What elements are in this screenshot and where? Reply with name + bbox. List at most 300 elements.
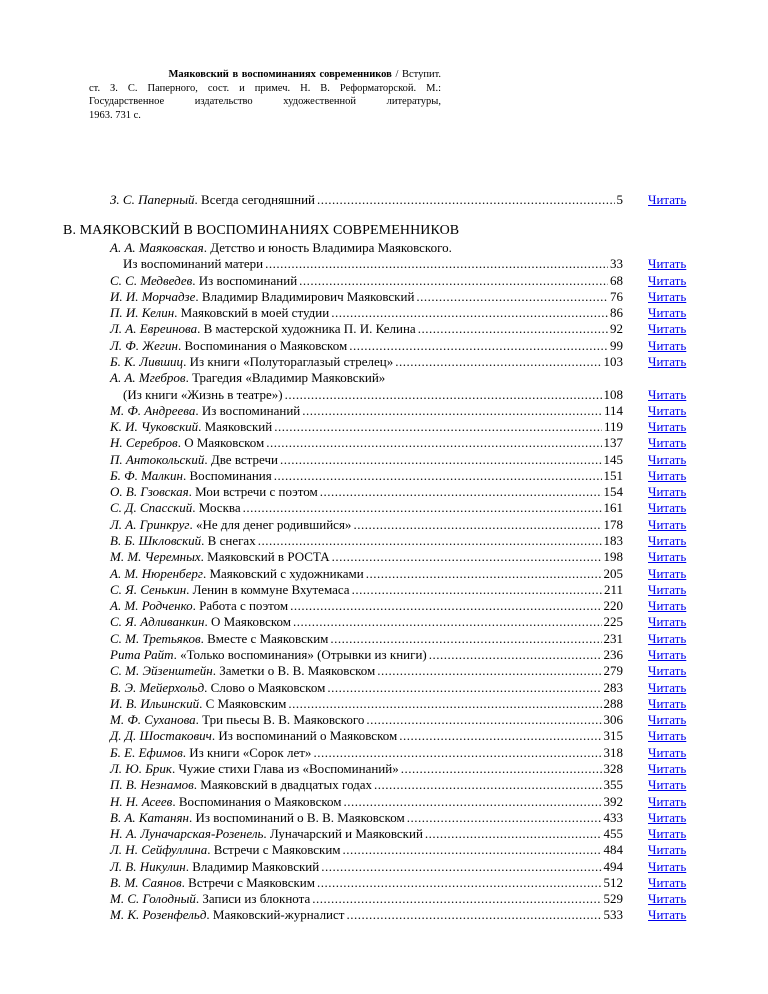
dot-leader xyxy=(312,891,601,907)
toc-entry xyxy=(110,663,623,679)
entry-page: 86 xyxy=(610,305,623,321)
entry-page: 108 xyxy=(603,386,623,402)
entry-page: 76 xyxy=(610,288,623,304)
dot-leader xyxy=(349,338,608,354)
read-link[interactable]: Читать xyxy=(648,777,687,793)
entry-title: . Ленин в коммуне Вхутемаса xyxy=(186,581,350,597)
toc-row xyxy=(0,680,768,696)
entry-title: . Две встречи xyxy=(204,451,278,467)
dot-leader xyxy=(274,468,602,484)
entry-author: Н. А. Луначарская-Розенель xyxy=(110,826,264,842)
toc-entry xyxy=(110,321,623,337)
read-link[interactable]: Читать xyxy=(648,419,687,435)
entry-page: 318 xyxy=(603,744,623,760)
read-link[interactable]: Читать xyxy=(648,321,687,337)
entry-author: С. М. Третьяков xyxy=(110,630,201,646)
entry-author: В. Э. Мейерхольд xyxy=(110,679,205,695)
toc-entry xyxy=(110,370,385,386)
toc-entry xyxy=(110,240,452,256)
toc-entry xyxy=(110,533,623,549)
dot-leader xyxy=(288,696,601,712)
read-link[interactable]: Читать xyxy=(648,728,687,744)
entry-author: М. Ф. Суханова xyxy=(110,712,196,728)
entry-title: . Воспоминания xyxy=(182,467,272,483)
entry-page: 33 xyxy=(610,256,623,272)
toc-entry xyxy=(110,875,623,891)
entry-author: В. А. Катанян xyxy=(110,809,190,825)
entry-page: 484 xyxy=(603,842,623,858)
read-link[interactable]: Читать xyxy=(648,842,687,858)
entry-subtitle: Из воспоминаний матери xyxy=(123,256,264,272)
read-link[interactable]: Читать xyxy=(648,744,687,760)
dot-leader xyxy=(280,452,602,468)
dot-leader xyxy=(327,680,601,696)
toc-entry xyxy=(110,614,623,630)
toc-entry xyxy=(110,305,623,321)
entry-page: 529 xyxy=(603,891,623,907)
dot-leader xyxy=(346,907,601,923)
entry-page: 315 xyxy=(603,728,623,744)
read-link[interactable]: Читать xyxy=(648,695,687,711)
toc-row xyxy=(0,582,768,598)
toc-row xyxy=(0,696,768,712)
toc-entry xyxy=(110,192,623,208)
entry-author: С. С. Медведев xyxy=(110,272,193,288)
entry-author: Л. Ю. Брик xyxy=(110,760,172,776)
read-link[interactable]: Читать xyxy=(648,760,687,776)
bibliographic-description xyxy=(89,68,441,122)
toc-entry-continuation xyxy=(123,256,623,272)
read-link[interactable]: Читать xyxy=(648,565,687,581)
biblio-line-1 xyxy=(89,68,441,82)
dot-leader xyxy=(344,794,602,810)
toc-entry-heading xyxy=(0,240,768,256)
entry-title: . Из воспоминаний о Маяковском xyxy=(211,728,398,744)
entry-author: В. Б. Шкловский xyxy=(110,533,202,549)
read-link[interactable]: Читать xyxy=(648,353,687,369)
read-link[interactable]: Читать xyxy=(648,630,687,646)
toc-entry-heading xyxy=(0,370,768,386)
toc-entry xyxy=(110,582,623,598)
toc-entry xyxy=(110,907,623,923)
entry-author: М. С. Голодный xyxy=(110,891,196,907)
entry-author: О. В. Гзовская xyxy=(110,484,189,500)
read-link[interactable]: Читать xyxy=(648,435,687,451)
toc-row xyxy=(0,761,768,777)
toc-entry xyxy=(110,826,623,842)
entry-author: Д. Д. Шостакович xyxy=(110,728,212,744)
toc-entry-continuation xyxy=(123,387,623,403)
entry-title: . Из воспоминаний о В. В. Маяковском xyxy=(189,809,405,825)
toc-row xyxy=(0,745,768,761)
toc-row xyxy=(0,354,768,370)
toc-row xyxy=(0,907,768,923)
entry-author: Л. Ф. Жегин xyxy=(110,337,178,353)
dot-leader xyxy=(353,517,601,533)
toc-entry xyxy=(110,712,623,728)
toc-entry xyxy=(110,777,623,793)
entry-page: 236 xyxy=(603,647,623,662)
toc-row xyxy=(0,452,768,468)
entry-author: М. К. Розенфельд xyxy=(110,907,207,923)
read-link[interactable]: Читать xyxy=(648,484,687,500)
entry-author: Л. В. Никулин xyxy=(110,858,186,874)
entry-author: И. И. Морчадзе xyxy=(110,288,196,304)
entry-title: . Владимир Владимирович Маяковский xyxy=(195,288,415,304)
entry-title: . Воспоминания о Маяковском xyxy=(177,337,348,353)
toc-row xyxy=(0,517,768,533)
read-link[interactable]: Читать xyxy=(648,288,687,304)
entry-title: . Встречи с Маяковским xyxy=(181,874,315,890)
entry-author: М. Ф. Андреева xyxy=(110,402,196,418)
toc-row xyxy=(0,842,768,858)
toc-row xyxy=(0,631,768,647)
entry-page: 99 xyxy=(610,337,623,353)
dot-leader xyxy=(302,403,602,419)
dot-leader xyxy=(399,728,601,744)
dot-leader xyxy=(343,842,602,858)
entry-page: 68 xyxy=(610,272,623,288)
book-title: Маяковский в воспоминаниях современников xyxy=(168,69,392,80)
read-link[interactable]: Читать xyxy=(648,467,687,483)
read-link[interactable]: Читать xyxy=(648,907,687,923)
dot-leader xyxy=(352,582,602,598)
toc-row xyxy=(0,338,768,354)
toc-entry xyxy=(110,435,623,451)
entry-author: К. И. Чуковский xyxy=(110,419,199,435)
biblio-line-4: 1963. 731 с. xyxy=(89,109,141,121)
entry-title: . Записи из блокнота xyxy=(195,891,311,907)
toc-row xyxy=(0,891,768,907)
dot-leader xyxy=(320,484,602,500)
entry-author: И. В. Ильинский xyxy=(110,695,200,711)
dot-leader xyxy=(401,761,602,777)
entry-title: . Маяковский-журналист xyxy=(206,907,345,923)
entry-page: 288 xyxy=(603,695,623,711)
toc-row xyxy=(0,614,768,630)
entry-title: . Три пьесы В. В. Маяковского xyxy=(195,712,365,728)
entry-page: 145 xyxy=(603,451,623,467)
read-link[interactable]: Читать xyxy=(648,809,687,825)
entry-title: . Из книги «Сорок лет» xyxy=(182,744,312,760)
toc-row xyxy=(0,810,768,826)
dot-leader xyxy=(299,273,608,289)
dot-leader xyxy=(321,859,601,875)
entry-author: П. И. Келин xyxy=(110,305,175,321)
toc-row xyxy=(0,484,768,500)
entry-author: П. В. Незнамов xyxy=(110,777,194,793)
entry-author: В. М. Саянов xyxy=(110,874,182,890)
read-link[interactable]: Читать xyxy=(648,614,687,630)
entry-page: 119 xyxy=(603,419,623,435)
entry-author: А. А. Мгебров xyxy=(110,370,186,386)
entry-author: С. Я. Сенькин xyxy=(110,581,187,597)
dot-leader xyxy=(425,826,602,842)
toc-row xyxy=(0,647,768,663)
entry-author: Б. Е. Ефимов xyxy=(110,744,183,760)
toc-entry xyxy=(110,810,623,826)
entry-author: Н. Н. Асеев xyxy=(110,793,173,809)
entry-title: . В снегах xyxy=(201,533,256,549)
entry-page: 494 xyxy=(603,858,623,874)
toc-row xyxy=(0,794,768,810)
entry-title: . Трагедия «Владимир Маяковский» xyxy=(185,370,386,386)
entry-page: 114 xyxy=(603,402,623,418)
toc-row xyxy=(0,663,768,679)
read-link[interactable]: Читать xyxy=(648,826,687,842)
read-link[interactable]: Читать xyxy=(648,305,687,321)
entry-title: . Луначарский и Маяковский xyxy=(263,826,423,842)
toc-entry xyxy=(110,728,623,744)
entry-page: 205 xyxy=(603,565,623,581)
entry-title: . Воспоминания о Маяковском xyxy=(172,793,342,809)
biblio-line-3: Государственное издательство художественной литературы, xyxy=(89,96,441,107)
entry-page: 231 xyxy=(603,630,623,646)
entry-page: 306 xyxy=(603,712,623,728)
toc-entry xyxy=(110,842,623,858)
biblio-line-1-rest: / Вступит. xyxy=(391,69,442,80)
dot-leader xyxy=(285,387,602,403)
dot-leader xyxy=(418,321,608,337)
entry-title: . Маяковский в РОСТА xyxy=(200,549,330,565)
read-link[interactable]: Читать xyxy=(648,386,687,402)
toc-entry xyxy=(110,419,623,435)
entry-title: . Маяковский с художниками xyxy=(202,565,364,581)
dot-leader xyxy=(317,875,602,891)
biblio-line-2: ст. З. С. Паперного, сост. и примеч. Н. В. Реформаторской. М.: xyxy=(89,82,441,94)
entry-title: . Маяковский в моей студии xyxy=(174,305,330,321)
entry-author: С. Я. Адливанкин xyxy=(110,614,205,630)
toc-entry xyxy=(110,794,623,810)
entry-author: Б. Ф. Малкин xyxy=(110,467,183,483)
toc-row xyxy=(0,598,768,614)
toc-row xyxy=(0,289,768,305)
dot-leader xyxy=(416,289,608,305)
read-link[interactable]: Читать xyxy=(648,516,687,532)
entry-author: Л. А. Евреинова xyxy=(110,321,198,337)
entry-page: 183 xyxy=(603,533,623,549)
entry-title: . Маяковский в двадцатых годах xyxy=(193,777,372,793)
entry-page: 328 xyxy=(603,760,623,776)
read-link[interactable]: Читать xyxy=(648,549,687,565)
entry-subtitle: (Из книги «Жизнь в театре») xyxy=(123,386,283,402)
entry-title: . Из воспоминаний xyxy=(192,272,298,288)
toc-row xyxy=(0,273,768,289)
dot-leader xyxy=(290,598,601,614)
read-link[interactable]: Читать xyxy=(648,793,687,809)
entry-page: 161 xyxy=(603,500,623,516)
read-link[interactable]: Читать xyxy=(648,533,687,549)
toc-row xyxy=(0,533,768,549)
entry-title: . Чужие стихи Глава из «Воспоминаний» xyxy=(171,760,399,776)
toc-entry xyxy=(110,696,623,712)
toc-entry xyxy=(110,631,623,647)
entry-page: 103 xyxy=(603,353,623,369)
toc-row xyxy=(0,403,768,419)
entry-author: П. Антокольский xyxy=(110,451,205,467)
entry-page: 211 xyxy=(603,581,623,597)
toc-entry xyxy=(110,484,623,500)
entry-author: Н. Серебров xyxy=(110,435,178,451)
dot-leader xyxy=(332,549,602,565)
dot-leader xyxy=(317,192,615,208)
dot-leader xyxy=(265,256,608,272)
entry-title: . Москва xyxy=(192,500,241,516)
dot-leader xyxy=(374,777,602,793)
entry-title: . Мои встречи с поэтом xyxy=(188,484,318,500)
entry-author: С. Д. Спасский xyxy=(110,500,193,516)
dot-leader xyxy=(243,500,602,516)
entry-title: . С Маяковским xyxy=(199,695,287,711)
entry-author: А. М. Нюренберг xyxy=(110,565,203,581)
entry-page: 220 xyxy=(603,598,623,614)
entry-author: З. С. Паперный xyxy=(110,192,195,207)
entry-page: 533 xyxy=(603,907,623,923)
entry-author: А. М. Родченко xyxy=(110,598,193,614)
toc-row xyxy=(0,712,768,728)
toc-row xyxy=(0,728,768,744)
entry-page: 151 xyxy=(603,467,623,483)
toc-entry xyxy=(110,452,623,468)
read-link[interactable]: Читать xyxy=(648,272,687,288)
entry-page: 225 xyxy=(603,614,623,630)
toc-row xyxy=(0,468,768,484)
entry-author: М. М. Черемных xyxy=(110,549,201,565)
entry-title: . Владимир Маяковский xyxy=(185,858,320,874)
dot-leader xyxy=(258,533,602,549)
section-title: В. МАЯКОВСКИЙ В ВОСПОМИНАНИЯХ СОВРЕМЕННИКОВ xyxy=(63,223,460,238)
toc-entry xyxy=(110,517,623,533)
entry-title: . Детство и юность Владимира Маяковского. xyxy=(203,240,452,255)
entry-title: . Работа с поэтом xyxy=(192,598,289,614)
toc-entry xyxy=(110,549,623,565)
toc-entry xyxy=(110,289,623,305)
toc-entry xyxy=(110,647,623,663)
entry-page: 5 xyxy=(616,192,623,207)
dot-leader xyxy=(366,712,601,728)
entry-page: 433 xyxy=(603,809,623,825)
toc-entry xyxy=(110,680,623,696)
entry-page: 178 xyxy=(603,516,623,532)
entry-author: А. А. Маяковская xyxy=(110,240,204,255)
read-link[interactable]: Читать xyxy=(648,874,687,890)
toc-row xyxy=(0,859,768,875)
toc-row xyxy=(0,256,768,272)
toc-row xyxy=(0,387,768,403)
read-link[interactable]: Читать xyxy=(648,663,687,679)
entry-author: Л. А. Гринкруг xyxy=(110,516,190,532)
read-link[interactable]: Читать xyxy=(648,712,687,728)
toc-row xyxy=(0,826,768,842)
dot-leader xyxy=(274,419,602,435)
toc-entry xyxy=(110,745,623,761)
toc-entry xyxy=(110,338,623,354)
toc-entry xyxy=(110,761,623,777)
read-link[interactable]: Читать xyxy=(648,598,687,614)
entry-title: . Всегда сегодняшний xyxy=(194,192,315,207)
entry-page: 355 xyxy=(603,777,623,793)
dot-leader xyxy=(293,614,601,630)
toc-row xyxy=(0,419,768,435)
intro-entry xyxy=(0,192,768,208)
toc-row xyxy=(0,305,768,321)
entry-page: 154 xyxy=(603,484,623,500)
entry-author: Л. Н. Сейфуллина xyxy=(110,842,208,858)
toc-entry xyxy=(110,500,623,516)
toc-entry xyxy=(110,859,623,875)
dot-leader xyxy=(366,566,602,582)
toc-row xyxy=(0,549,768,565)
read-link[interactable]: Читать xyxy=(648,891,687,907)
dot-leader xyxy=(395,354,601,370)
entry-title: . В мастерской художника П. И. Келина xyxy=(197,321,416,337)
entry-title: . Слово о Маяковском xyxy=(204,679,326,695)
toc-entry xyxy=(110,891,623,907)
dot-leader xyxy=(407,810,602,826)
entry-title: . «Только воспоминания» (Отрывки из книги) xyxy=(173,647,427,662)
read-link[interactable]: Читать xyxy=(648,402,687,418)
read-link[interactable]: Читать xyxy=(648,581,687,597)
toc-row xyxy=(0,566,768,582)
read-link[interactable]: Читать xyxy=(648,337,687,353)
dot-leader xyxy=(330,631,601,647)
dot-leader xyxy=(429,647,602,663)
entry-title: . «Не для денег родившийся» xyxy=(189,516,352,532)
entry-title: . Маяковский xyxy=(198,419,273,435)
read-link[interactable]: Читать xyxy=(648,858,687,874)
entry-title: . Заметки о В. В. Маяковском xyxy=(212,663,376,679)
toc-entry xyxy=(110,598,623,614)
toc-row xyxy=(0,875,768,891)
dot-leader xyxy=(331,305,608,321)
entry-page: 92 xyxy=(610,321,623,337)
toc-entry xyxy=(110,273,623,289)
entry-page: 283 xyxy=(603,679,623,695)
dot-leader xyxy=(377,663,601,679)
entry-title: . О Маяковском xyxy=(177,435,265,451)
entry-page: 279 xyxy=(603,663,623,679)
entry-title: . Из воспоминаний xyxy=(195,402,301,418)
toc-row xyxy=(0,777,768,793)
entry-title: . Вместе с Маяковским xyxy=(200,630,329,646)
toc-entry xyxy=(110,566,623,582)
entry-page: 392 xyxy=(603,793,623,809)
entry-page: 137 xyxy=(603,435,623,451)
entry-page: 198 xyxy=(603,549,623,565)
entry-title: . Встречи с Маяковским xyxy=(207,842,341,858)
entry-author: Б. К. Лившиц xyxy=(110,353,184,369)
toc-entry xyxy=(110,468,623,484)
read-link[interactable]: Читать xyxy=(648,500,687,516)
toc-row xyxy=(0,435,768,451)
entry-author: С. М. Эйзенштейн xyxy=(110,663,213,679)
read-link[interactable]: Читать xyxy=(648,256,687,272)
toc-row xyxy=(0,321,768,337)
entry-page: 512 xyxy=(603,874,623,890)
entry-title: . Из книги «Полутораглазый стрелец» xyxy=(183,353,394,369)
entry-title: . О Маяковском xyxy=(204,614,292,630)
dot-leader xyxy=(266,435,601,451)
read-link[interactable]: Читать xyxy=(648,451,687,467)
toc-entry xyxy=(110,354,623,370)
dot-leader xyxy=(313,745,601,761)
read-link[interactable]: Читать xyxy=(648,679,687,695)
read-link[interactable]: Читать xyxy=(648,192,687,207)
read-link[interactable]: Читать xyxy=(648,647,687,662)
entry-author: Рита Райт xyxy=(110,647,174,662)
entry-page: 455 xyxy=(603,826,623,842)
toc-row xyxy=(0,500,768,516)
